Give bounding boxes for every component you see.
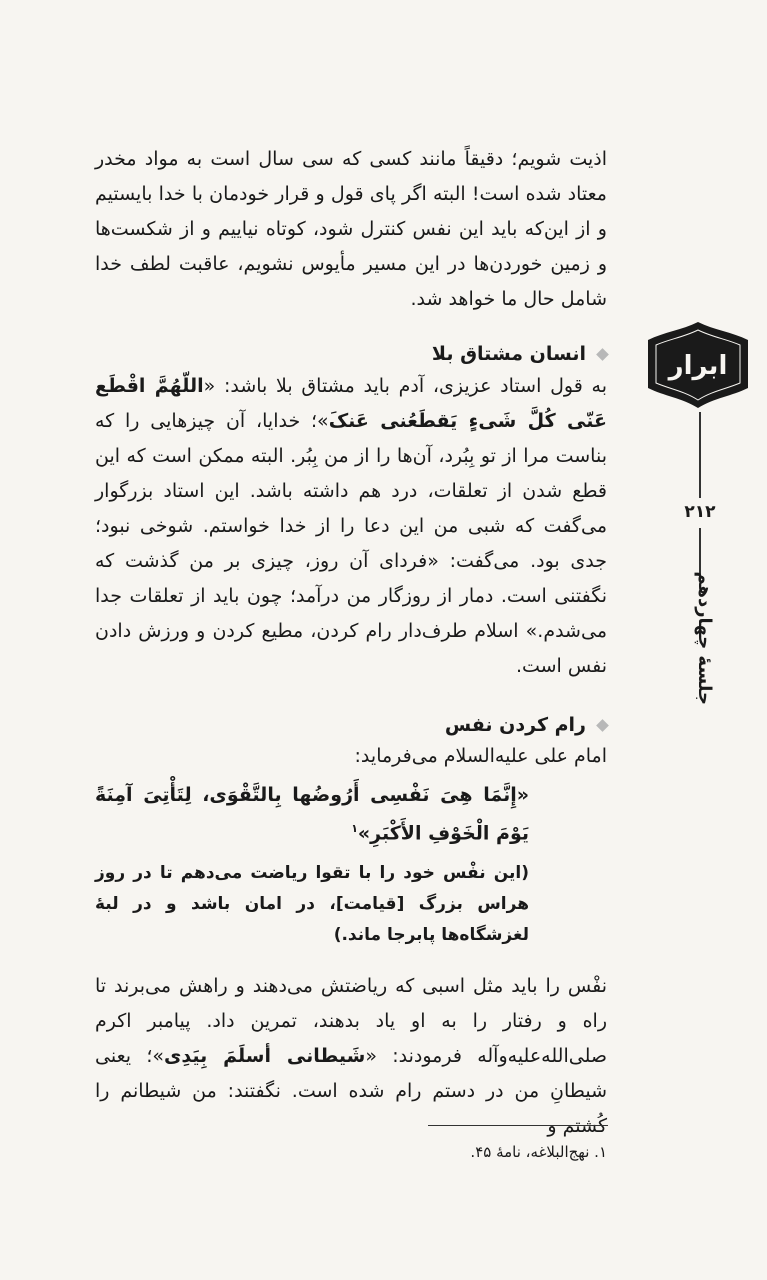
diamond-bullet-icon: [596, 348, 609, 361]
footnote-divider: [428, 1125, 608, 1126]
dua-quote: اللّهُمَّ اقْطَع عَنّی کُلَّ شَیءٍ یَقطَعُنی عَنکَ: [95, 375, 607, 432]
footnote-ref: ۱: [351, 822, 358, 835]
book-emblem-logo: [642, 320, 754, 410]
paragraph-1: اذیت شویم؛ دقیقاً مانند کسی که سی سال است به مواد مخدر معتاد شده است! البته اگر پای قول و قرار خودمان با خدا بایستیم و از این‌که باید این نفس کنترل شود، کوتاه نیاییم و از شکست‌ها و زمین خوردن‌ها در این مسیر مأیوس نشویم، عاقبت لطف خدا شامل حال ما خواهد شد.: [95, 148, 607, 310]
paragraph-4-part-a: نفْس را باید مثل اسبی که ریاضتش می‌دهند و راهش می‌برند تا راه و رفتار را به او یاد بدهند، تمرین داد. پیامبر اکرم صلی‌الله‌علیه‌وآله فرمودند: «: [95, 975, 607, 1068]
paragraph-3: امام علی علیه‌السلام می‌فرماید:: [354, 745, 607, 767]
session-label: جلسهٔ چهاردهم: [694, 571, 715, 705]
footnote: ۱. نهج‌البلاغه، نامهٔ ۴۵.: [470, 1143, 607, 1161]
section-heading-1: [95, 339, 607, 369]
arabic-quote: [95, 778, 607, 850]
hadith-quote: شَیطانی أسلَمَ بِیَدِی: [163, 1045, 366, 1068]
paragraph-2-part-a: به قول استاد عزیزی، آدم باید مشتاق بلا باشد: «: [203, 375, 607, 397]
section-heading-2-text: رام کردن نفس: [444, 714, 586, 736]
sidebar-rule-top: [699, 412, 701, 498]
paragraph-2-part-b: »؛ خدایا، آن چیزهایی را که بناست مرا از تو بِبُرد، آن‌ها را از من بِبُر. البته ممکن است که این قطع شدن از تعلقات، درد هم داشته باشد. این استاد بزرگوار می‌گفت که شبی من این دعا را از خدا خواستم. شوخی نبود؛ جدی بود. می‌گفت: «فردای آن روز، چیزی بر من گذشت که نگفتنی است. دمار از روزگار من درآمد؛ چون باید از تعلقات جدا می‌شدم.» اسلام طرف‌دار رام کردن، مطیع کردن و ورزش دادن نفس است.: [95, 410, 607, 677]
section-heading-1-text: انسان مشتاق بلا: [431, 343, 586, 365]
diamond-bullet-icon: [596, 719, 609, 732]
persian-translation: (این نفْس خود را با تقوا ریاضت می‌دهم تا در روز هراس بزرگ [قیامت]، در امان باشد و در لبهٔ لغزشگاه‌ها پابرجا ماند.): [95, 863, 529, 946]
paragraph-4-part-b: »؛ یعنی شیطانِ من در دستم رام شده است. نگفتند: من شیطانم را کُشتم و: [95, 1045, 607, 1138]
emblem-text: ابرار: [668, 351, 728, 381]
paragraph-4: [95, 969, 607, 1144]
main-text: [95, 142, 607, 1144]
section-heading-2: [95, 710, 607, 740]
paragraph-2: [95, 369, 607, 684]
page-number: ۲۱۲: [684, 502, 716, 522]
arabic-quote-text: «إِنَّمَا هِیَ نَفْسِی أَرُوضُها بِالتَّقْوَی، لِتَأْتِیَ آمِنَةً یَوْمَ الْخَوْفِ الأَکْبَرِ»: [95, 784, 529, 845]
